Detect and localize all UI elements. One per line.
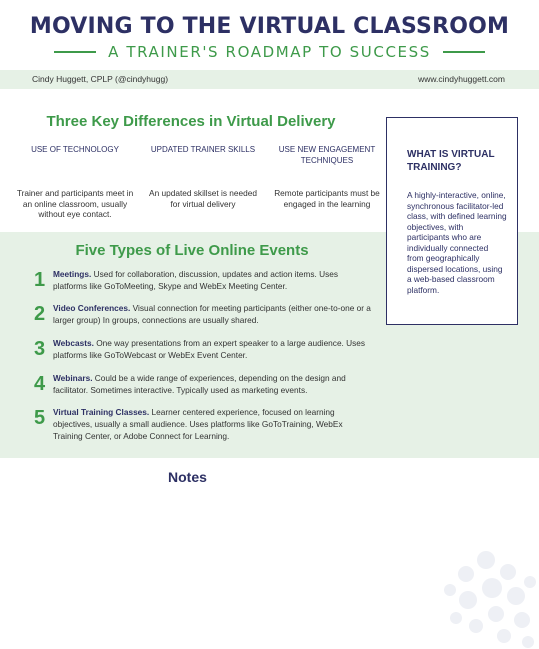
difference-item [268, 144, 386, 209]
notes-heading: Notes [168, 469, 207, 485]
event-type-number: 4 [34, 373, 46, 395]
event-type-number: 3 [34, 338, 46, 360]
event-type-name: Virtual Training Classes. [53, 407, 150, 417]
difference-item [144, 144, 262, 209]
event-type-item [34, 337, 374, 361]
difference-label: USE OF TECHNOLOGY [31, 145, 119, 154]
event-type-description: One way presentations from an expert speaker to a large audience. Uses platforms like GoToWebcast or WebEx Event Center. [53, 338, 366, 360]
event-type-item [34, 268, 374, 292]
event-type-description: Used for collaboration, discussion, updates and action items. Uses platforms like GoToMeeting, Skype and WebEx Meeting Center. [53, 269, 338, 291]
subtitle-row [0, 42, 539, 62]
author-name: Cindy Huggett, CPLP (@cindyhugg) [32, 74, 169, 84]
difference-item [16, 144, 134, 220]
event-type-name: Webcasts. [53, 338, 94, 348]
event-type-number: 5 [34, 407, 46, 429]
website-link[interactable]: www.cindyhuggett.com [418, 74, 505, 84]
subtitle-divider-right [443, 51, 485, 53]
types-heading: Five Types of Live Online Events [75, 242, 309, 259]
subtitle-divider-left [54, 51, 96, 53]
decorative-dot-pattern [396, 500, 539, 649]
differences-heading: Three Key Differences in Virtual Delivery [46, 113, 336, 130]
difference-text: An updated skillset is needed for virtual delivery [149, 188, 257, 209]
event-type-description: Visual connection for meeting participants (either one-to-one or a larger group) In groups, connections are usually shared. [53, 303, 371, 325]
definition-title: WHAT IS VIRTUAL TRAINING? [407, 149, 495, 173]
event-type-description: Could be a wide range of experiences, depending on the design and facilitator. Sometimes interactive. Typically used as marketing events. [53, 373, 346, 395]
event-type-name: Video Conferences. [53, 303, 131, 313]
event-type-name: Meetings. [53, 269, 92, 279]
difference-label: UPDATED TRAINER SKILLS [150, 145, 256, 154]
event-type-name: Webinars. [53, 373, 93, 383]
page-subtitle: A TRAINER'S ROADMAP TO SUCCESS [108, 43, 431, 61]
difference-text: Remote participants must be engaged in the learning [274, 188, 380, 209]
event-type-item [34, 372, 374, 396]
difference-label: USE NEW ENGAGEMENT TECHNIQUES [278, 145, 376, 165]
event-type-number: 1 [34, 269, 46, 291]
page-title: MOVING TO THE VIRTUAL CLASSROOM [29, 14, 510, 39]
difference-text: Trainer and participants meet in an online classroom, usually without eye contact. [16, 188, 134, 219]
event-type-description: Learner centered experience, focused on learning objectives, usually a small audience. Uses platforms like GoToTraining, WebEx Training Center, or Adobe Connect for Learning. [53, 407, 343, 441]
event-type-number: 2 [34, 303, 46, 325]
definition-box [386, 117, 518, 325]
author-bar [0, 70, 539, 89]
event-type-item [34, 302, 374, 326]
definition-text: A highly-interactive, online, synchronous facilitator-led class, with defined learning objectives, with participants who are individually connected from geographically dispersed locations, using a web-based classroom platform. [407, 190, 507, 295]
event-type-item [34, 406, 374, 442]
